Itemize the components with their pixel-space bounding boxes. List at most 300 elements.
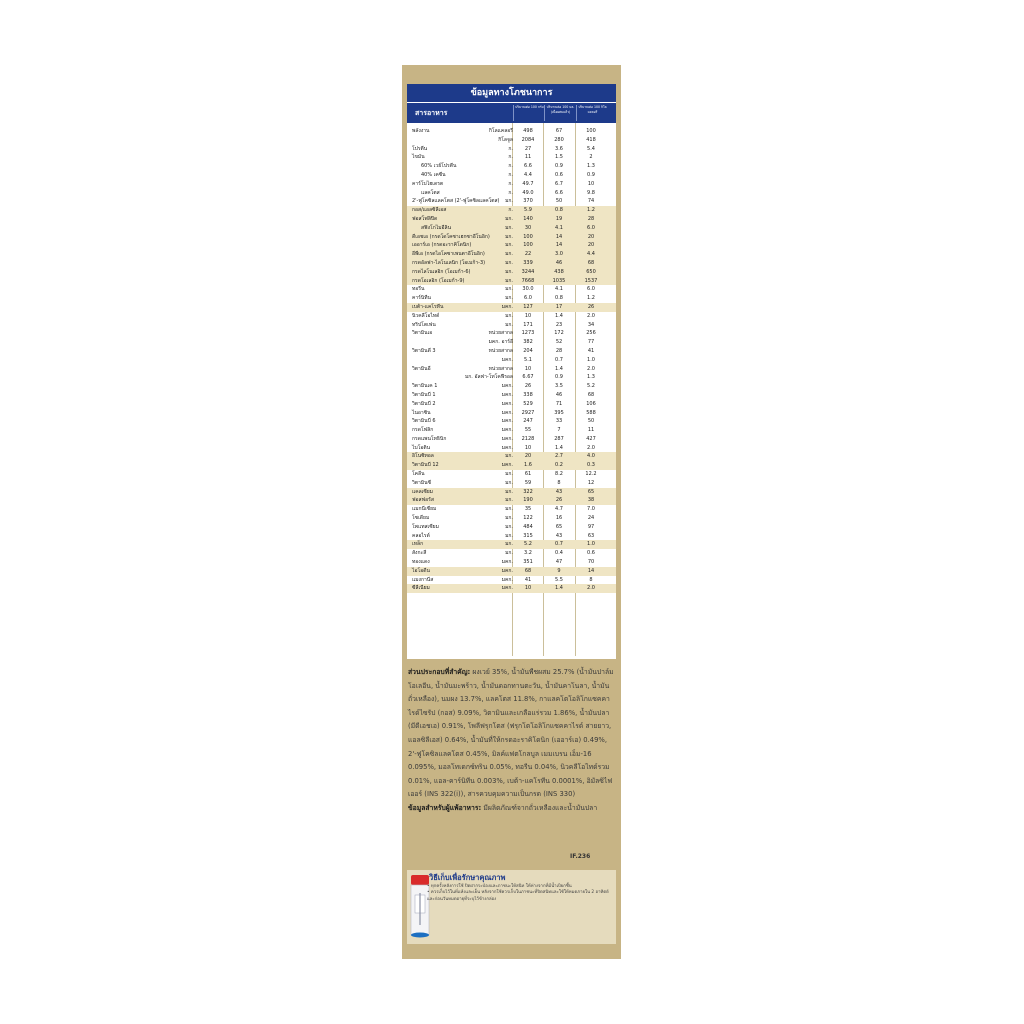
nutrient-unit: ก. bbox=[508, 163, 513, 170]
nutrient-name: สฟิงโกไมอีลิน bbox=[421, 224, 452, 231]
nutrient-name: วิตามินดี 3 bbox=[412, 347, 436, 354]
value-per-100kcal: 1.3 bbox=[587, 163, 595, 170]
value-per-100g: 484 bbox=[523, 523, 533, 530]
value-per-100g: 5.1 bbox=[524, 356, 532, 363]
table-row bbox=[407, 303, 616, 312]
nutrient-unit: มก. bbox=[505, 488, 513, 495]
value-per-100ml: 395 bbox=[554, 409, 564, 416]
nutrient-name: คาร์โบไฮเดรต bbox=[412, 180, 444, 187]
table-row bbox=[407, 584, 616, 593]
table-row bbox=[407, 338, 616, 347]
nutrient-name: เหล็ก bbox=[412, 541, 424, 548]
value-per-100g: 100 bbox=[523, 242, 533, 249]
table-row bbox=[407, 145, 616, 154]
value-per-100g: 2084 bbox=[521, 136, 535, 143]
value-per-100kcal: 38 bbox=[587, 497, 595, 504]
table-row bbox=[407, 241, 616, 250]
value-per-100ml: 0.7 bbox=[555, 356, 563, 363]
nutrient-name: โซเดียม bbox=[412, 515, 430, 522]
nutrient-name: คลอไรด์ bbox=[412, 532, 430, 539]
nutrient-unit: มก. bbox=[505, 277, 513, 284]
nutrient-unit: มก. bbox=[505, 523, 513, 530]
value-per-100ml: 3.5 bbox=[555, 383, 563, 390]
table-row bbox=[407, 136, 616, 145]
value-per-100kcal: 74 bbox=[587, 198, 595, 205]
nutrient-name: ทริปโตเฟน bbox=[412, 321, 436, 328]
table-row bbox=[407, 312, 616, 321]
value-per-100g: 55 bbox=[524, 427, 532, 434]
nutrient-name: กรดแพนโทธินิก bbox=[412, 435, 447, 442]
table-title: ข้อมูลทางโภชนาการ bbox=[407, 84, 616, 102]
nutrient-name: ไขมัน bbox=[412, 154, 425, 161]
value-per-100ml: 26 bbox=[555, 497, 563, 504]
nutrient-name: แมกนีเซียม bbox=[412, 506, 437, 513]
value-per-100ml: 6.6 bbox=[555, 189, 563, 196]
table-row bbox=[407, 153, 616, 162]
value-per-100kcal: 1537 bbox=[584, 277, 598, 284]
value-per-100ml: 7 bbox=[557, 427, 561, 434]
storage-bullet: • ทุกครั้งหลังการใช้ ปิดฝากระป๋องและภาชนะให้สนิท ให้ห่างจากที่มีน้ำเปียกชื้น bbox=[427, 884, 572, 889]
value-per-100ml: 1.4 bbox=[555, 444, 563, 451]
value-per-100g: 68 bbox=[524, 567, 532, 574]
nutrient-unit: มคก. bbox=[501, 400, 513, 407]
value-per-100kcal: 1.2 bbox=[587, 207, 595, 214]
table-row bbox=[407, 189, 616, 198]
value-per-100g: 30 bbox=[524, 224, 532, 231]
nutrient-unit: มก. bbox=[505, 251, 513, 258]
nutrient-name: คาร์นิทีน bbox=[412, 295, 431, 302]
nutrient-name: ดีเอชเอ (กรดโดโคซาเฮกซาอีโนอิก) bbox=[412, 233, 490, 240]
value-per-100ml: 1.4 bbox=[555, 365, 563, 372]
nutrient-unit: หน่วยสากล bbox=[488, 330, 513, 337]
table-row bbox=[407, 259, 616, 268]
nutrient-unit: มคก. bbox=[501, 462, 513, 469]
table-body bbox=[407, 127, 616, 593]
value-per-100ml: 47 bbox=[555, 559, 563, 566]
value-per-100kcal: 50 bbox=[587, 418, 595, 425]
table-row bbox=[407, 514, 616, 523]
value-per-100kcal: 2.0 bbox=[587, 312, 595, 319]
table-row bbox=[407, 479, 616, 488]
table-row bbox=[407, 373, 616, 382]
nutrient-unit: มก. bbox=[505, 259, 513, 266]
value-per-100kcal: 256 bbox=[586, 330, 596, 337]
nutrient-unit: มคก. bbox=[501, 585, 513, 592]
value-per-100kcal: 14 bbox=[587, 567, 595, 574]
ingredients-block bbox=[408, 666, 614, 816]
value-per-100g: 6.67 bbox=[522, 374, 534, 381]
value-per-100ml: 1.5 bbox=[555, 154, 563, 161]
table-row bbox=[407, 417, 616, 426]
value-per-100ml: 0.2 bbox=[555, 462, 563, 469]
value-per-100ml: 14 bbox=[555, 233, 563, 240]
value-per-100kcal: 68 bbox=[587, 259, 595, 266]
value-per-100ml: 172 bbox=[554, 330, 564, 337]
nutrient-name: นิวคลีโอไทด์ bbox=[412, 312, 440, 319]
value-per-100ml: 4.1 bbox=[555, 224, 563, 231]
value-per-100g: 49.0 bbox=[522, 189, 534, 196]
value-per-100g: 26 bbox=[524, 383, 532, 390]
value-per-100kcal: 650 bbox=[586, 268, 596, 275]
value-per-100g: 2927 bbox=[521, 409, 535, 416]
value-per-100ml: 28 bbox=[555, 347, 563, 354]
value-per-100kcal: 5.2 bbox=[587, 383, 595, 390]
nutrient-name: ฟอสโฟลิปิด bbox=[412, 215, 438, 222]
nutrient-name: วิตามินบี 2 bbox=[412, 400, 436, 407]
table-row bbox=[407, 347, 616, 356]
nutrient-unit: มก. bbox=[505, 224, 513, 231]
table-row bbox=[407, 294, 616, 303]
nutrient-unit: มก. bbox=[505, 312, 513, 319]
nutrient-name: เออาร์เอ (กรดอะราคิโดนิก) bbox=[412, 242, 472, 249]
value-per-100kcal: 20 bbox=[587, 242, 595, 249]
value-per-100kcal: 12.2 bbox=[585, 471, 597, 478]
table-row bbox=[407, 496, 616, 505]
nutrient-unit: มก. bbox=[505, 286, 513, 293]
nutrient-unit: มคก. bbox=[501, 303, 513, 310]
table-row bbox=[407, 285, 616, 294]
nutrient-unit: มก. อัลฟา-โทโคฟีรอล bbox=[464, 374, 513, 381]
value-per-100g: 3244 bbox=[521, 268, 535, 275]
value-per-100ml: 0.6 bbox=[555, 171, 563, 178]
nutrient-name: ทอรีน bbox=[412, 286, 425, 293]
value-per-100g: 315 bbox=[523, 532, 533, 539]
nutrient-unit: ก. bbox=[508, 180, 513, 187]
table-row bbox=[407, 452, 616, 461]
nutrient-unit: ก. bbox=[508, 154, 513, 161]
column-header-per-100g: ปริมาณต่อ 100 กรัม bbox=[513, 105, 545, 121]
value-per-100ml: 0.4 bbox=[555, 550, 563, 557]
column-header-per-100kcal: ปริมาณต่อ 100 กิโลแคลอรี bbox=[576, 105, 608, 121]
nutrient-unit: มคก. bbox=[501, 383, 513, 390]
value-per-100kcal: 6.0 bbox=[587, 286, 595, 293]
value-per-100kcal: 20 bbox=[587, 233, 595, 240]
value-per-100ml: 438 bbox=[554, 268, 564, 275]
nutrient-name: ฟอสฟอรัส bbox=[412, 497, 434, 504]
allergen-text: มีผลิตภัณฑ์จากถั่วเหลืองและน้ำมันปลา bbox=[481, 803, 598, 812]
value-per-100kcal: 41 bbox=[587, 347, 595, 354]
value-per-100g: 351 bbox=[523, 559, 533, 566]
value-per-100kcal: 2.0 bbox=[587, 585, 595, 592]
nutrient-name: ซีลีเนียม bbox=[412, 585, 430, 592]
value-per-100kcal: 97 bbox=[587, 523, 595, 530]
value-per-100kcal: 1.3 bbox=[587, 374, 595, 381]
table-row bbox=[407, 461, 616, 470]
nutrient-unit: มคก. bbox=[501, 559, 513, 566]
nutrient-unit: มก. bbox=[505, 479, 513, 486]
value-per-100g: 204 bbox=[523, 347, 533, 354]
nutrient-name: โพแทสเซียม bbox=[412, 523, 439, 530]
nutrient-unit: กิโลจูล bbox=[498, 136, 513, 143]
value-per-100g: 35 bbox=[524, 506, 532, 513]
table-row bbox=[407, 127, 616, 136]
value-per-100g: 322 bbox=[523, 488, 533, 495]
table-row bbox=[407, 197, 616, 206]
value-per-100g: 190 bbox=[523, 497, 533, 504]
nutrient-name: แคลเซียม bbox=[412, 488, 433, 495]
value-per-100kcal: 28 bbox=[587, 215, 595, 222]
nutrient-name: พลังงาน bbox=[412, 128, 430, 134]
nutrient-name: แมงกานีส bbox=[412, 576, 434, 583]
value-per-100kcal: 24 bbox=[587, 515, 595, 522]
value-per-100kcal: 65 bbox=[587, 488, 595, 495]
nutrient-name: อิโนซิทอล bbox=[412, 453, 434, 460]
value-per-100ml: 16 bbox=[555, 515, 563, 522]
table-row bbox=[407, 171, 616, 180]
value-per-100kcal: 4.0 bbox=[587, 453, 595, 460]
nutrient-unit: หน่วยสากล bbox=[488, 365, 513, 372]
nutrient-unit: มก. bbox=[505, 515, 513, 522]
value-per-100ml: 280 bbox=[554, 136, 564, 143]
value-per-100g: 171 bbox=[523, 321, 533, 328]
nutrient-unit: ก. bbox=[508, 207, 513, 214]
value-per-100kcal: 0.3 bbox=[587, 462, 595, 469]
table-row bbox=[407, 162, 616, 171]
value-per-100ml: 8.2 bbox=[555, 471, 563, 478]
table-row bbox=[407, 444, 616, 453]
ingredients-text: ผงเวย์ 35%, น้ำมันพืชผสม 25.7% (น้ำมันปาล์มโอเลอีน, น้ำมันมะพร้าว, น้ำมันดอกทานตะวัน, น้ำมันคาโนลา, น้ำมันถั่วเหลือง), นมผง 13.7%, แลคโตส 11.8%, กาแลคโตโอลิโกแซคคาไรด์ไซรัป (กอส) 9.09%, วิตามินและเกลือแร่รวม 1.86%, น้ำมันปลา (มีดีเอชเอ) 0.91%, โพลีฟรุกโตส (ฟรุกโตโอลิโกแซคคาไรด์ สายยาว, แอลซิลีเอส) 0.64%, น้ำมันที่ให้กรดอะราคิโดนิก (เออาร์เอ) 0.49%, 2'-ฟูโคซิลแลคโตส 0.45%, มิลค์แฟตโกลบูล เมมเบรน เอ็ม-16 0.095%, มอลโทเดกซ์ทริน 0.05%, ทอรีน 0.04%, นิวคลีโอไทด์รวม 0.01%, แอล-คาร์นิทีน 0.003%, เบต้า-แคโรทีน 0.0001%, อิมัลซิไฟเออร์ (INS 322(i)), สารควบคุมความเป็นกรด (INS 330) bbox=[408, 668, 614, 799]
value-per-100g: 140 bbox=[523, 215, 533, 222]
table-row bbox=[407, 409, 616, 418]
ingredients-label: ส่วนประกอบที่สำคัญ: bbox=[408, 668, 471, 676]
nutrient-unit: มคก. bbox=[501, 409, 513, 416]
value-per-100ml: 287 bbox=[554, 435, 564, 442]
value-per-100kcal: 1.2 bbox=[587, 295, 595, 302]
value-per-100ml: 3.0 bbox=[555, 251, 563, 258]
value-per-100kcal: 26 bbox=[587, 303, 595, 310]
value-per-100ml: 71 bbox=[555, 400, 563, 407]
nutrient-name: วิตามินอี bbox=[412, 365, 431, 372]
value-per-100g: 370 bbox=[523, 198, 533, 205]
value-per-100ml: 23 bbox=[555, 321, 563, 328]
value-per-100g: 382 bbox=[523, 339, 533, 346]
value-per-100ml: 52 bbox=[555, 339, 563, 346]
nutrient-name: วิตามินบี 12 bbox=[412, 462, 439, 469]
table-row bbox=[407, 532, 616, 541]
value-per-100kcal: 34 bbox=[587, 321, 595, 328]
value-per-100ml: 65 bbox=[555, 523, 563, 530]
table-row bbox=[407, 400, 616, 409]
nutrient-unit: มก. bbox=[505, 295, 513, 302]
nutrient-unit: มก. bbox=[505, 215, 513, 222]
value-per-100g: 27 bbox=[524, 145, 532, 152]
value-per-100g: 10 bbox=[524, 312, 532, 319]
value-per-100ml: 0.8 bbox=[555, 295, 563, 302]
nutrition-table bbox=[407, 84, 616, 659]
nutrient-unit: มคก. bbox=[501, 418, 513, 425]
nutrient-unit: มก. bbox=[505, 497, 513, 504]
nutrient-unit: มคก. bbox=[501, 567, 513, 574]
storage-bullet: • ควรเก็บไว้ในที่แห้งและเย็น หลังจากใช้ควรเก็บในภาชนะที่ปิดสนิทและใช้ให้หมดภายใน 2 อาทิตย์ และก่อนวันหมดอายุที่ระบุไว้ข้างกล่อง bbox=[427, 890, 609, 902]
value-per-100g: 127 bbox=[523, 303, 533, 310]
value-per-100g: 122 bbox=[523, 515, 533, 522]
value-per-100kcal: 8 bbox=[589, 576, 593, 583]
nutrient-unit: มก. bbox=[505, 550, 513, 557]
value-per-100ml: 1.4 bbox=[555, 585, 563, 592]
value-per-100g: 5.9 bbox=[524, 207, 532, 214]
value-per-100kcal: 5.4 bbox=[587, 145, 595, 152]
value-per-100kcal: 4.4 bbox=[587, 251, 595, 258]
nutrient-unit: มคก. bbox=[501, 576, 513, 583]
table-row bbox=[407, 224, 616, 233]
nutrient-name: วิตามินเอ bbox=[412, 330, 433, 337]
value-per-100ml: 4.1 bbox=[555, 286, 563, 293]
nutrient-unit: มคก. bbox=[501, 391, 513, 398]
table-row bbox=[407, 382, 616, 391]
nutrient-name: ไบโอติน bbox=[412, 444, 431, 451]
table-row bbox=[407, 576, 616, 585]
table-row bbox=[407, 523, 616, 532]
value-per-100ml: 3.6 bbox=[555, 145, 563, 152]
value-per-100ml: 43 bbox=[555, 488, 563, 495]
value-per-100g: 100 bbox=[523, 233, 533, 240]
value-per-100g: 3.2 bbox=[524, 550, 532, 557]
value-per-100g: 5.2 bbox=[524, 541, 532, 548]
table-row bbox=[407, 435, 616, 444]
value-per-100g: 338 bbox=[523, 391, 533, 398]
value-per-100kcal: 106 bbox=[586, 400, 596, 407]
nutrient-unit: มก. bbox=[505, 198, 513, 205]
nutrient-name: กรดไลโนเลอิก (โอเมก้า-6) bbox=[412, 268, 471, 275]
header-label: สารอาหาร bbox=[415, 109, 448, 117]
nutrient-name: กรดโอเลอิก (โอเมก้า-9) bbox=[412, 277, 465, 284]
table-row bbox=[407, 268, 616, 277]
table-header bbox=[407, 103, 616, 123]
table-row bbox=[407, 206, 616, 215]
nutrient-name: อีพีเอ (กรดไอโคซาเพนตาอีโนอิก) bbox=[412, 251, 485, 258]
value-per-100g: 10 bbox=[524, 444, 532, 451]
nutrient-name: วิตามินเค 1 bbox=[412, 383, 438, 390]
can-illustration bbox=[410, 873, 430, 939]
allergen-label: ข้อมูลสำหรับผู้แพ้อาหาร: bbox=[408, 803, 482, 812]
value-per-100g: 59 bbox=[524, 479, 532, 486]
table-row bbox=[407, 277, 616, 286]
nutrient-unit: มคก. bbox=[501, 356, 513, 363]
nutrient-unit: มก. bbox=[505, 233, 513, 240]
value-per-100kcal: 68 bbox=[587, 391, 595, 398]
value-per-100g: 6.0 bbox=[524, 295, 532, 302]
nutrient-unit: กิโลแคลอรี bbox=[488, 128, 513, 134]
value-per-100g: 247 bbox=[523, 418, 533, 425]
nutrient-unit: ก. bbox=[508, 145, 513, 152]
value-per-100g: 20 bbox=[524, 453, 532, 460]
nutrient-name: 40% เคซีน bbox=[421, 171, 446, 178]
value-per-100kcal: 1.0 bbox=[587, 541, 595, 548]
value-per-100ml: 50 bbox=[555, 198, 563, 205]
value-per-100kcal: 2.0 bbox=[587, 444, 595, 451]
value-per-100g: 10 bbox=[524, 585, 532, 592]
table-row bbox=[407, 470, 616, 479]
nutrient-unit: มก. bbox=[505, 471, 513, 478]
value-per-100ml: 46 bbox=[555, 391, 563, 398]
nutrient-name: ไนอาซิน bbox=[412, 409, 431, 416]
value-per-100kcal: 100 bbox=[586, 128, 596, 134]
value-per-100g: 10 bbox=[524, 365, 532, 372]
value-per-100kcal: 2 bbox=[589, 154, 593, 161]
value-per-100g: 1.6 bbox=[524, 462, 532, 469]
value-per-100ml: 0.9 bbox=[555, 374, 563, 381]
value-per-100ml: 17 bbox=[555, 303, 563, 310]
nutrient-name: วิตามินบี 1 bbox=[412, 391, 436, 398]
value-per-100kcal: 0.6 bbox=[587, 550, 595, 557]
value-per-100g: 41 bbox=[524, 576, 532, 583]
value-per-100ml: 6.7 bbox=[555, 180, 563, 187]
table-row bbox=[407, 321, 616, 330]
nutrient-name: กอส/แอลซิลีเอส bbox=[412, 207, 447, 214]
nutrient-name: 60% เวย์โปรตีน bbox=[421, 163, 457, 170]
nutrient-unit: มก. bbox=[505, 541, 513, 548]
table-row bbox=[407, 233, 616, 242]
value-per-100g: 529 bbox=[523, 400, 533, 407]
storage-title: วิธีเก็บเพื่อรักษาคุณภาพ bbox=[429, 873, 506, 882]
value-per-100ml: 1035 bbox=[552, 277, 566, 284]
nutrient-unit: ก. bbox=[508, 189, 513, 196]
table-row bbox=[407, 180, 616, 189]
nutrient-unit: มคก. bbox=[501, 427, 513, 434]
value-per-100g: 4.4 bbox=[524, 171, 532, 178]
nutrient-unit: มก. bbox=[505, 506, 513, 513]
nutrient-unit: มคก. bbox=[501, 444, 513, 451]
value-per-100ml: 9 bbox=[557, 567, 561, 574]
value-per-100g: 11 bbox=[524, 154, 532, 161]
nutrient-unit: มก. bbox=[505, 242, 513, 249]
nutrient-unit: มก. bbox=[505, 532, 513, 539]
value-per-100kcal: 2.0 bbox=[587, 365, 595, 372]
value-per-100kcal: 9.8 bbox=[587, 189, 595, 196]
value-per-100g: 22 bbox=[524, 251, 532, 258]
value-per-100kcal: 588 bbox=[586, 409, 596, 416]
value-per-100kcal: 70 bbox=[587, 559, 595, 566]
column-header-per-100ml: ปริมาณต่อ 100 มล. (เมื่อผสมแล้ว) bbox=[544, 105, 576, 121]
value-per-100ml: 0.7 bbox=[555, 541, 563, 548]
value-per-100ml: 14 bbox=[555, 242, 563, 249]
value-per-100kcal: 427 bbox=[586, 435, 596, 442]
nutrient-name: 2'-ฟูโคซิลแลคโตส (2'-ฟูโคซิลแลคโตส) bbox=[412, 198, 500, 205]
table-row bbox=[407, 549, 616, 558]
nutrient-name: วิตามินซี bbox=[412, 479, 431, 486]
nutrient-name: เบต้า-แคโรทีน bbox=[412, 303, 444, 310]
nutrient-name: กรดอัลฟา-ไลโนเลนิก (โอเมก้า-3) bbox=[412, 259, 486, 266]
value-per-100ml: 0.8 bbox=[555, 207, 563, 214]
value-per-100g: 1273 bbox=[521, 330, 535, 337]
value-per-100kcal: 7.0 bbox=[587, 506, 595, 513]
nutrient-name: วิตามินบี 6 bbox=[412, 418, 436, 425]
value-per-100kcal: 77 bbox=[587, 339, 595, 346]
value-per-100g: 498 bbox=[523, 128, 533, 134]
value-per-100ml: 67 bbox=[555, 128, 563, 134]
value-per-100kcal: 6.0 bbox=[587, 224, 595, 231]
table-row bbox=[407, 505, 616, 514]
value-per-100ml: 4.7 bbox=[555, 506, 563, 513]
value-per-100kcal: 0.9 bbox=[587, 171, 595, 178]
table-row bbox=[407, 488, 616, 497]
value-per-100ml: 5.5 bbox=[555, 576, 563, 583]
value-per-100ml: 2.7 bbox=[555, 453, 563, 460]
table-row bbox=[407, 356, 616, 365]
table-row bbox=[407, 365, 616, 374]
value-per-100ml: 1.4 bbox=[555, 312, 563, 319]
nutrient-unit: มก. bbox=[505, 268, 513, 275]
nutrient-unit: มคก. bbox=[501, 435, 513, 442]
nutrient-name: ทองแดง bbox=[412, 559, 430, 566]
table-row bbox=[407, 426, 616, 435]
value-per-100kcal: 11 bbox=[587, 427, 595, 434]
storage-section bbox=[407, 870, 616, 944]
nutrient-name: แลคโตส bbox=[421, 189, 440, 196]
value-per-100ml: 33 bbox=[555, 418, 563, 425]
table-row bbox=[407, 567, 616, 576]
storage-text bbox=[427, 884, 613, 903]
